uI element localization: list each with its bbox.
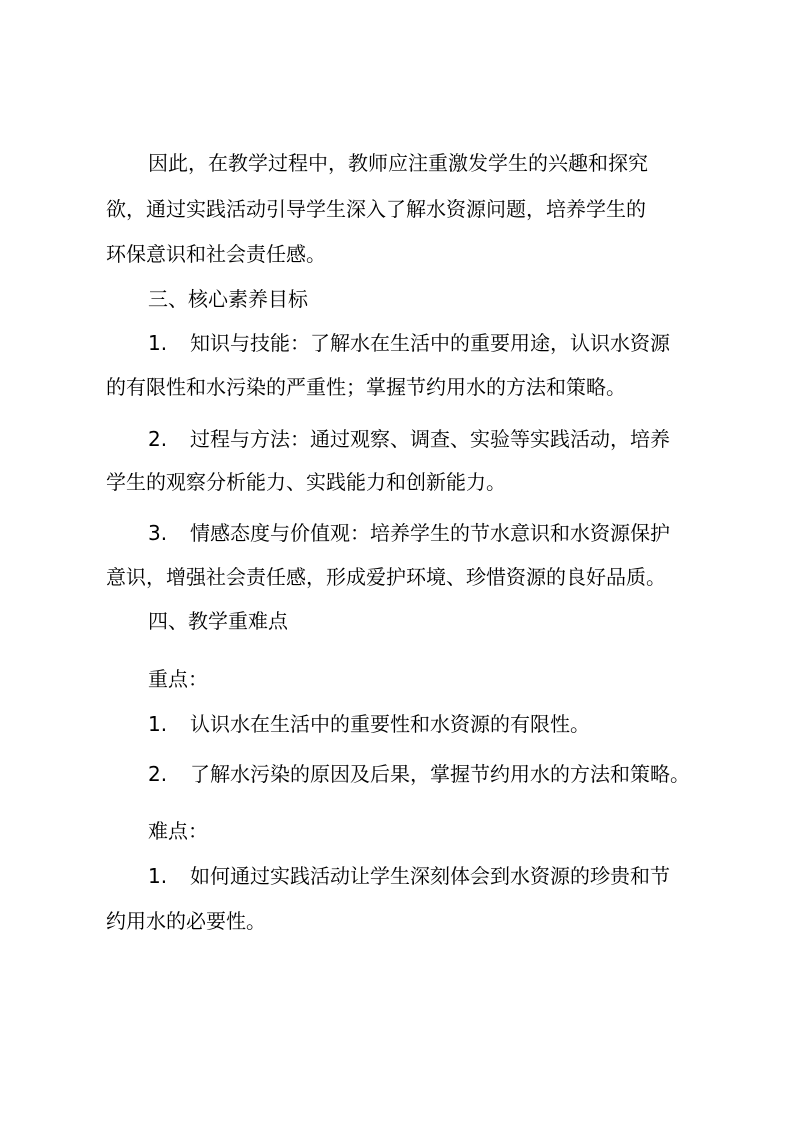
section-heading-core-literacy: 三、核心素养目标	[148, 287, 308, 311]
difficult-points-label: 难点：	[148, 819, 208, 843]
item-text: 知识与技能：了解水在生活中的重要用途，认识水资源	[190, 331, 670, 355]
intro-paragraph-line: 因此，在教学过程中，教师应注重激发学生的兴趣和探究	[148, 151, 648, 175]
item-number: 1.	[148, 331, 168, 355]
item-text: 认识水在生活中的重要性和水资源的有限性。	[190, 712, 590, 736]
key-point-item	[148, 712, 590, 736]
key-points-label: 重点：	[148, 667, 208, 691]
objective-item	[148, 331, 670, 355]
item-number: 2.	[148, 762, 168, 786]
objective-item-continuation: 意识，增强社会责任感，形成爱护环境、珍惜资源的良好品质。	[106, 565, 666, 589]
intro-paragraph-line: 环保意识和社会责任感。	[106, 242, 326, 266]
difficult-point-item-continuation: 约用水的必要性。	[106, 909, 266, 933]
intro-paragraph-line: 欲，通过实践活动引导学生深入了解水资源问题，培养学生的	[106, 197, 646, 221]
objective-item	[148, 521, 670, 545]
item-text: 过程与方法：通过观察、调查、实验等实践活动，培养	[190, 427, 670, 451]
difficult-point-item	[148, 864, 670, 888]
item-text: 了解水污染的原因及后果，掌握节约用水的方法和策略。	[190, 762, 690, 786]
objective-item	[148, 427, 670, 451]
key-point-item	[148, 762, 690, 786]
item-number: 1.	[148, 864, 168, 888]
objective-item-continuation: 的有限性和水污染的严重性；掌握节约用水的方法和策略。	[106, 375, 626, 399]
item-number: 3.	[148, 521, 168, 545]
item-text: 情感态度与价值观：培养学生的节水意识和水资源保护	[190, 521, 670, 545]
item-number: 2.	[148, 427, 168, 451]
objective-item-continuation: 学生的观察分析能力、实践能力和创新能力。	[106, 470, 506, 494]
item-text: 如何通过实践活动让学生深刻体会到水资源的珍贵和节	[190, 864, 670, 888]
item-number: 1.	[148, 712, 168, 736]
section-heading-key-difficult-points: 四、教学重难点	[148, 609, 288, 633]
